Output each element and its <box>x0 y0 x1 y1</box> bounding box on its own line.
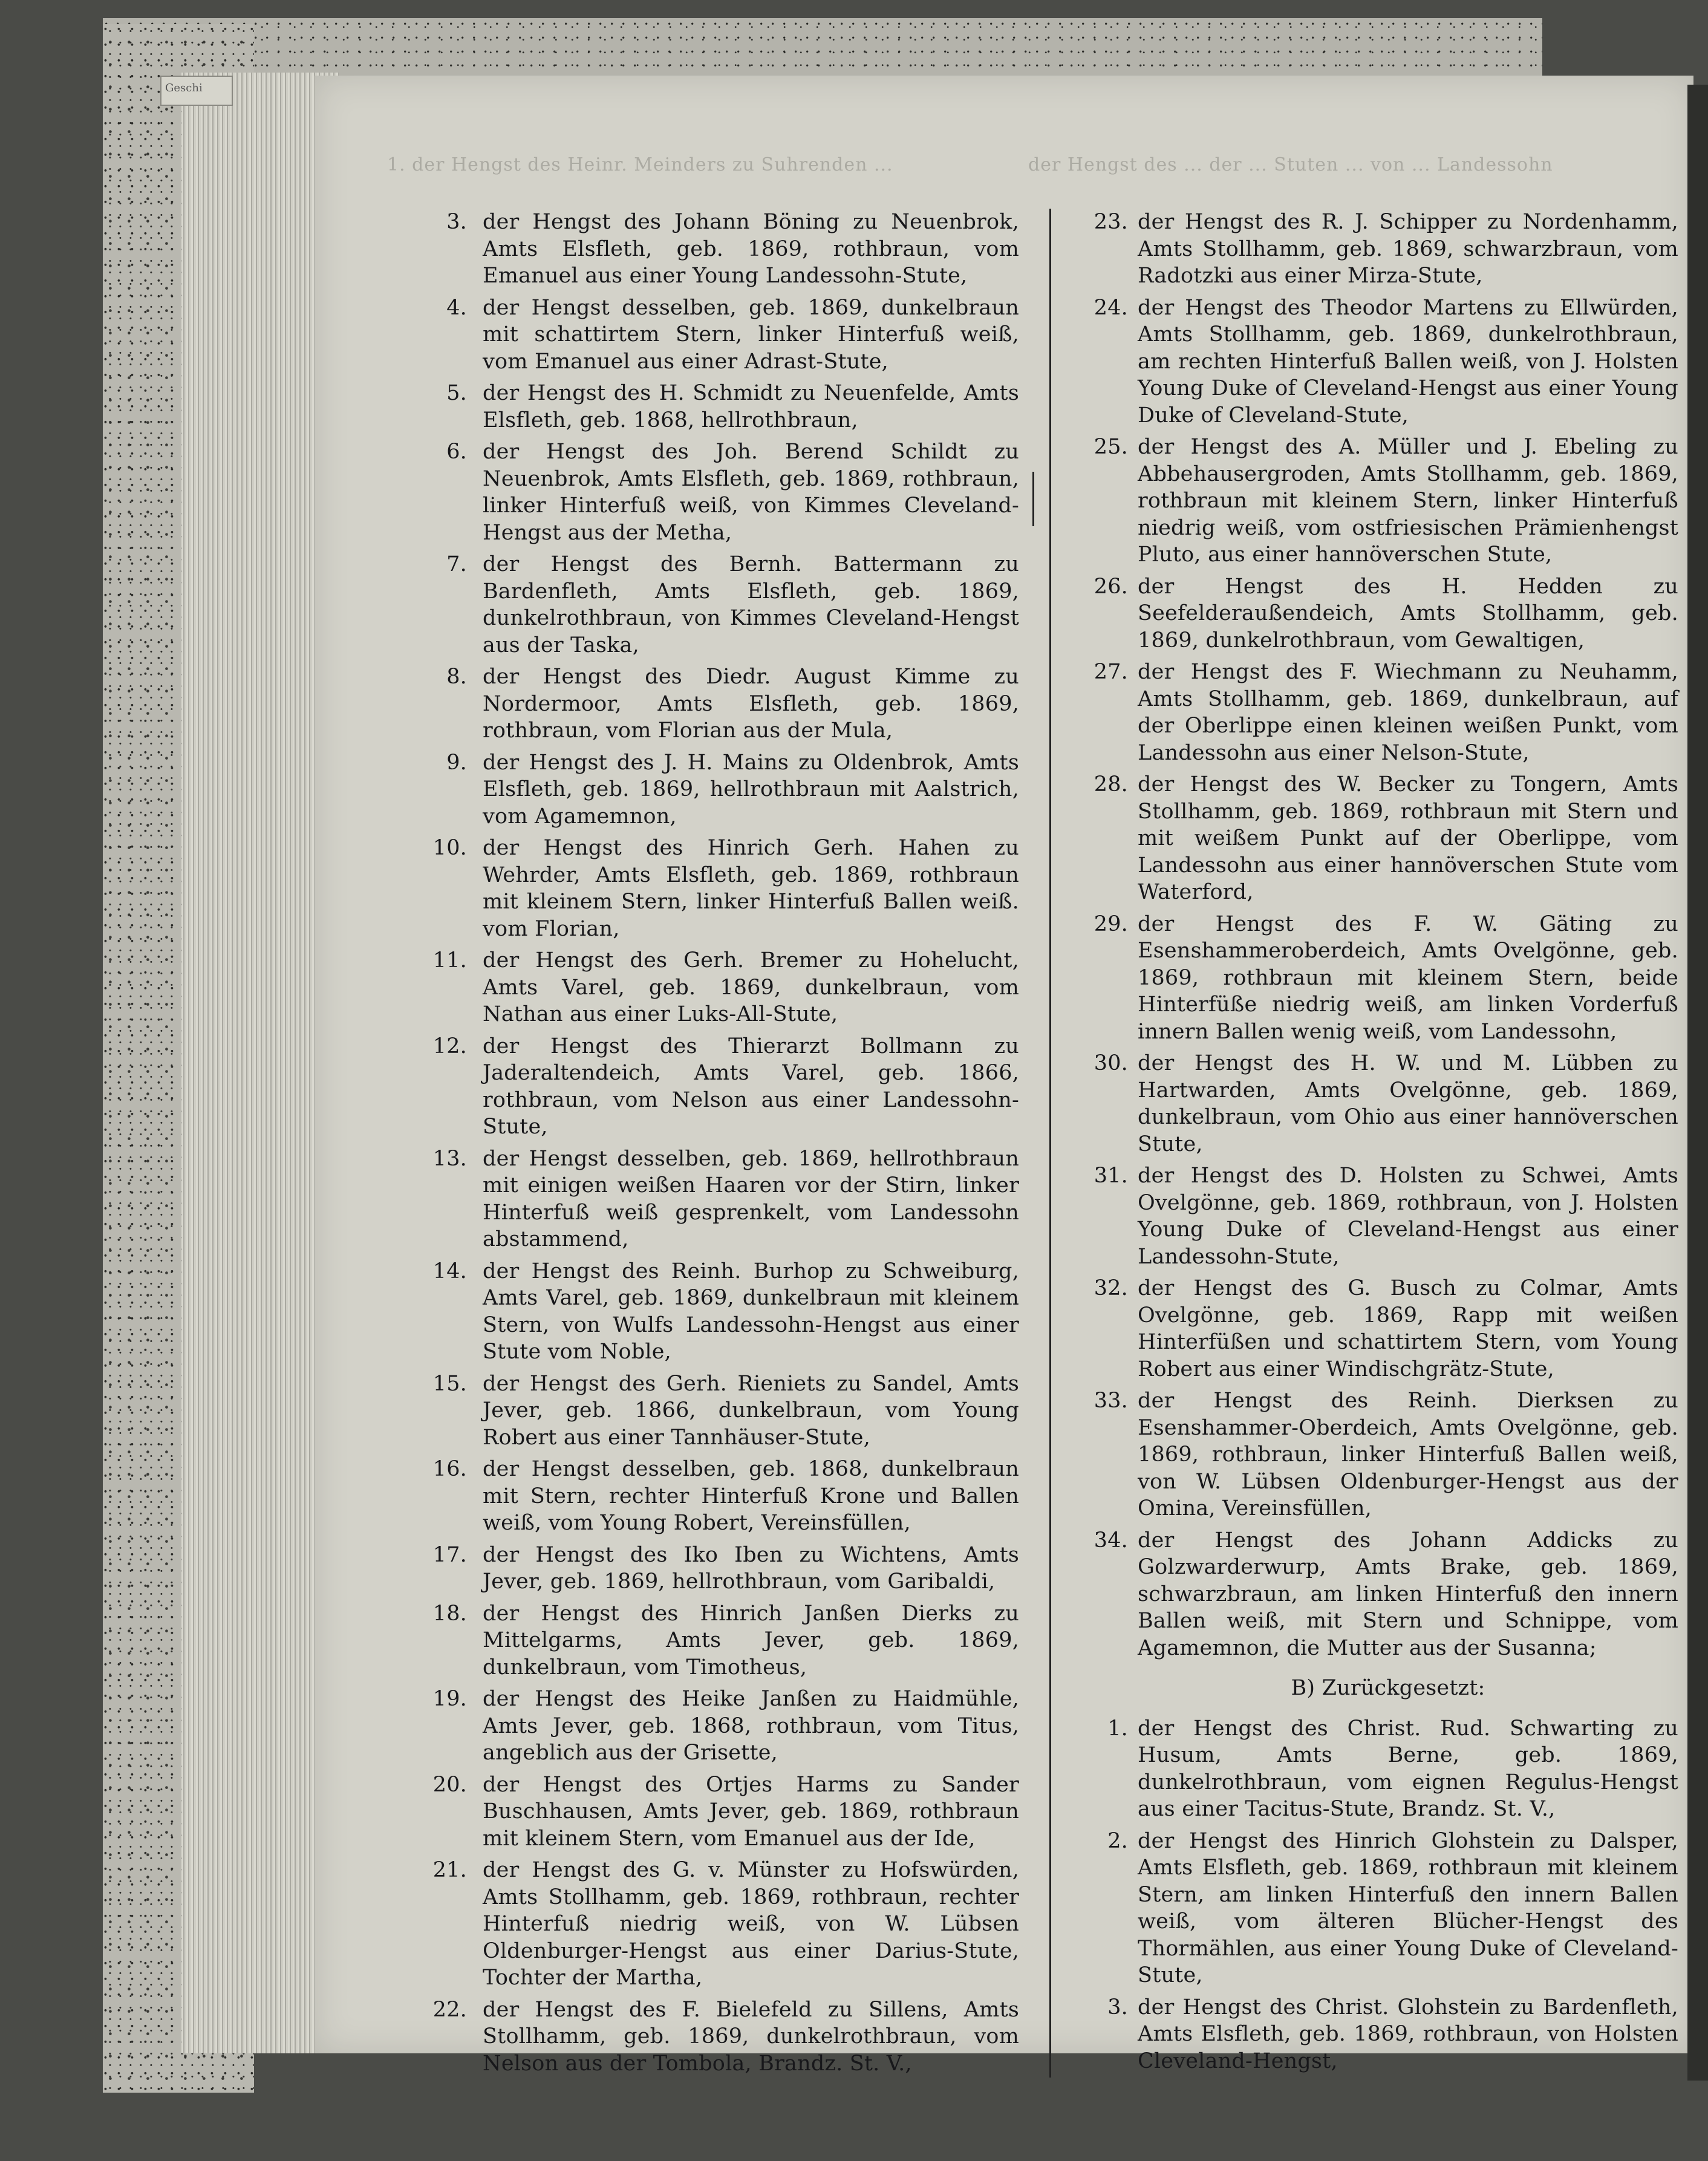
entry-number: 4. <box>446 295 467 320</box>
entry-number: 28. <box>1094 772 1128 797</box>
list-item <box>1061 1162 1678 1270</box>
entry-number: 33. <box>1094 1389 1128 1413</box>
margin-rule <box>1032 472 1034 526</box>
entry-text: der Hengst des G. v. Münster zu Hofswürden, Amts Stollhamm, geb. 1869, rothbraun, rechter Hinterfuß niedrig weiß, von W. Lübsen Oldenburger-Hengst aus einer Darius-Stute, Tochter der Martha, <box>483 1858 1019 1990</box>
entry-text: der Hengst des Bernh. Battermann zu Bardenfleth, Amts Elsfleth, geb. 1869, dunkelrothbraun, von Kimmes Cleveland-Hengst aus der Taska, <box>483 552 1019 657</box>
entry-text: der Hengst des Hinrich Janßen Dierks zu Mittelgarms, Amts Jever, geb. 1869, dunkelbraun, vom Timotheus, <box>483 1601 1019 1680</box>
entry-text: der Hengst des Hinrich Gerh. Hahen zu Wehrder, Amts Elsfleth, geb. 1869, rothbraun mit kleinem Stern, linker Hinterfuß Ballen weiß. vom Florian, <box>483 836 1019 941</box>
entry-text: der Hengst des Christ. Rud. Schwarting zu Husum, Amts Berne, geb. 1869, dunkelrothbraun, vom eignen Regulus-Hengst aus einer Tacitus-Stute, Brandz. St. V., <box>1138 1716 1678 1821</box>
entry-number: 14. <box>432 1259 467 1283</box>
list-item <box>411 1371 1019 1452</box>
entry-text: der Hengst des Gerh. Rieniets zu Sandel, Amts Jever, geb. 1866, dunkelbraun, vom Young Robert aus einer Tannhäuser-Stute, <box>483 1371 1019 1450</box>
entry-number: 11. <box>432 948 467 973</box>
list-item <box>411 1857 1019 1992</box>
column-divider <box>1049 209 1051 2078</box>
entry-number: 23. <box>1094 210 1128 234</box>
entry-number: 3. <box>446 210 467 234</box>
list-item <box>411 380 1019 434</box>
list-item <box>1061 434 1678 569</box>
entry-text: der Hengst des H. Hedden zu Seefelderaußendeich, Amts Stollhamm, geb. 1869, dunkelrothbraun, vom Gewaltigen, <box>1138 574 1678 653</box>
entry-text: der Hengst des F. Wiechmann zu Neuhamm, Amts Stollhamm, geb. 1869, dunkelbraun, auf der Oberlippe einen kleinen weißen Punkt, vom Landessohn aus einer Nelson-Stute, <box>1138 660 1678 765</box>
entry-text: der Hengst des Johann Addicks zu Golzwarderwurp, Amts Brake, geb. 1869, schwarzbraun, am linken Hinterfuß den innern Ballen weiß, mit Stern und Schnippe, vom Agamemnon, die Mutter aus der Susanna; <box>1138 1528 1678 1660</box>
entry-number: 8. <box>446 665 467 689</box>
entry-number: 25. <box>1094 435 1128 459</box>
entry-text: der Hengst desselben, geb. 1868, dunkelbraun mit Stern, rechter Hinterfuß Krone und Ballen weiß, vom Young Robert, Vereinsfüllen, <box>483 1457 1019 1535</box>
entry-number: 21. <box>432 1858 467 1882</box>
entry-text: der Hengst des A. Müller und J. Ebeling zu Abbehausergroden, Amts Stollhamm, geb. 1869, rothbraun mit kleinem Stern, linker Hinterfuß niedrig weiß, vom ostfriesischen Prämienhengst Pluto, aus einer hannöverschen Stute, <box>1138 435 1678 567</box>
entry-number: 16. <box>432 1457 467 1481</box>
entry-text: der Hengst des Joh. Berend Schildt zu Neuenbrok, Amts Elsfleth, geb. 1869, rothbraun, linker Hinterfuß weiß, von Kimmes Cleveland-Hengst aus der Metha, <box>483 440 1019 545</box>
left-column <box>411 209 1019 2082</box>
entry-text: der Hengst des Theodor Martens zu Ellwürden, Amts Stollhamm, geb. 1869, dunkelrothbraun, am rechten Hinterfuß Ballen weiß, von J. Holsten Young Duke of Cleveland-Hengst aus einer Young Duke of Cleveland-Stute, <box>1138 295 1678 428</box>
entry-text: der Hengst des H. W. und M. Lübben zu Hartwarden, Amts Ovelgönne, geb. 1869, dunkelbraun, vom Ohio aus einer hannöverschen Stute, <box>1138 1051 1678 1156</box>
entry-text: der Hengst des R. J. Schipper zu Nordenhamm, Amts Stollhamm, geb. 1869, schwarzbraun, vom Radotzki aus einer Mirza-Stute, <box>1138 210 1678 288</box>
entry-text: der Hengst des Diedr. August Kimme zu Nordermoor, Amts Elsfleth, geb. 1869, rothbraun, vom Florian aus der Mula, <box>483 665 1019 743</box>
bleed-through-text: 1. der Hengst des Heinr. Meinders zu Suhrenden ... <box>387 154 893 175</box>
list-item <box>411 749 1019 830</box>
list-item <box>1061 659 1678 766</box>
entry-text: der Hengst desselben, geb. 1869, dunkelbraun mit schattirtem Stern, linker Hinterfuß weiß, vom Emanuel aus einer Adrast-Stute, <box>483 295 1019 374</box>
list-item <box>1061 295 1678 429</box>
entry-number: 7. <box>446 552 467 576</box>
entry-text: der Hengst des Iko Iben zu Wichtens, Amts Jever, geb. 1869, hellrothbraun, vom Garibaldi, <box>483 1542 1019 1594</box>
section-heading: B) Zurückgesetzt: <box>1291 1676 1485 1700</box>
list-item <box>1061 1828 1678 1989</box>
entry-text: der Hengst des Johann Böning zu Neuenbrok, Amts Elsfleth, geb. 1869, rothbraun, vom Emanuel aus einer Young Landessohn-Stute, <box>483 210 1019 288</box>
list-item <box>1061 1994 1678 2075</box>
entry-text: der Hengst des Heike Janßen zu Haidmühle, Amts Jever, geb. 1868, rothbraun, vom Titus, angeblich aus der Grisette, <box>483 1687 1019 1765</box>
list-item <box>1061 1715 1678 1823</box>
entry-text: der Hengst desselben, geb. 1869, hellrothbraun mit einigen weißen Haaren vor der Stirn, linker Hinterfuß weiß gesprenkelt, vom Landessohn abstammend, <box>483 1146 1019 1251</box>
entry-number: 24. <box>1094 295 1128 320</box>
list-item <box>1061 771 1678 906</box>
entry-number: 19. <box>432 1687 467 1711</box>
background-strip <box>1687 85 1708 2081</box>
list-item <box>411 663 1019 745</box>
list-item <box>1061 1275 1678 1383</box>
entry-text: der Hengst des Reinh. Burhop zu Schweiburg, Amts Varel, geb. 1869, dunkelbraun mit kleinem Stern, von Wulfs Landessohn-Hengst aus einer Stute vom Noble, <box>483 1259 1019 1364</box>
entry-number: 17. <box>432 1542 467 1567</box>
entry-number: 5. <box>446 381 467 405</box>
entry-number: 2. <box>1107 1828 1128 1853</box>
list-item <box>1061 209 1678 290</box>
list-item <box>1061 1527 1678 1662</box>
entry-text: der Hengst des Christ. Glohstein zu Bardenfleth, Amts Elsfleth, geb. 1869, rothbraun, von Holsten Cleveland-Hengst, <box>1138 1995 1678 2073</box>
list-item <box>411 1146 1019 1253</box>
list-item <box>1061 1050 1678 1158</box>
entry-number: 6. <box>446 440 467 464</box>
entry-text: der Hengst des H. Schmidt zu Neuenfelde, Amts Elsfleth, geb. 1868, hellrothbraun, <box>483 381 1019 432</box>
entry-text: der Hengst des F. W. Gäting zu Esenshammeroberdeich, Amts Ovelgönne, geb. 1869, rothbraun mit kleinem Stern, beide Hinterfüße niedrig weiß, am linken Vorderfuß innern Ballen wenig weiß, vom Landessohn, <box>1138 911 1678 1044</box>
entry-text: der Hengst des J. H. Mains zu Oldenbrok, Amts Elsfleth, geb. 1869, hellrothbraun mit Aalstrich, vom Agamemnon, <box>483 750 1019 829</box>
entry-text: der Hengst des Reinh. Dierksen zu Esenshammer-Oberdeich, Amts Ovelgönne, geb. 1869, rothbraun, linker Hinterfuß Ballen weiß, von W. Lübsen Oldenburger-Hengst aus der Omina, Vereinsfüllen, <box>1138 1389 1678 1521</box>
entry-number: 12. <box>432 1034 467 1058</box>
entry-number: 13. <box>432 1146 467 1171</box>
list-item <box>1061 911 1678 1046</box>
entry-number: 30. <box>1094 1051 1128 1075</box>
entry-number: 22. <box>432 1997 467 2022</box>
entry-number: 26. <box>1094 574 1128 599</box>
entry-text: der Hengst des Gerh. Bremer zu Hohelucht, Amts Varel, geb. 1869, dunkelbraun, vom Nathan aus einer Luks-All-Stute, <box>483 948 1019 1026</box>
list-item <box>411 438 1019 546</box>
list-item <box>411 835 1019 942</box>
list-item <box>1061 573 1678 654</box>
entry-text: der Hengst des F. Bielefeld zu Sillens, Amts Stollhamm, geb. 1869, dunkelrothbraun, vom Nelson aus der Tombola, Brandz. St. V., <box>483 1997 1019 2076</box>
list-item <box>411 1542 1019 1595</box>
entry-number: 34. <box>1094 1528 1128 1553</box>
list-item <box>411 1258 1019 1366</box>
list-item <box>411 1686 1019 1767</box>
list-item <box>1061 1387 1678 1522</box>
entry-text: der Hengst des D. Holsten zu Schwei, Amts Ovelgönne, geb. 1869, rothbraun, von J. Holsten Young Duke of Cleveland-Hengst aus einer Landessohn-Stute, <box>1138 1164 1678 1269</box>
entry-number: 18. <box>432 1601 467 1626</box>
list-item <box>411 295 1019 376</box>
entry-text: der Hengst des W. Becker zu Tongern, Amts Stollhamm, geb. 1869, rothbraun mit Stern und mit weißem Punkt auf der Oberlippe, vom Landessohn aus einer hannöverschen Stute vom Waterford, <box>1138 772 1678 904</box>
entry-number: 31. <box>1094 1164 1128 1188</box>
entry-number: 9. <box>446 750 467 775</box>
entry-number: 15. <box>432 1371 467 1396</box>
list-item <box>411 1033 1019 1141</box>
entry-text: der Hengst des Thierarzt Bollmann zu Jaderaltendeich, Amts Varel, geb. 1866, rothbraun, vom Nelson aus einer Landessohn-Stute, <box>483 1034 1019 1139</box>
entry-number: 20. <box>432 1772 467 1797</box>
list-item <box>411 1771 1019 1853</box>
list-item <box>411 947 1019 1028</box>
list-item <box>411 551 1019 659</box>
entry-number: 32. <box>1094 1276 1128 1300</box>
entry-number: 29. <box>1094 911 1128 936</box>
list-item <box>411 1600 1019 1681</box>
entry-number: 27. <box>1094 660 1128 684</box>
entry-number: 10. <box>432 836 467 860</box>
spine-label: Geschi <box>160 76 233 106</box>
right-column <box>1061 209 1678 2079</box>
list-item <box>411 209 1019 290</box>
list-item <box>411 1996 1019 2078</box>
entry-number: 1. <box>1107 1716 1128 1741</box>
bleed-through-text: der Hengst des ... der ... Stuten ... von ... Landessohn <box>1028 154 1553 175</box>
entry-text: der Hengst des Ortjes Harms zu Sander Buschhausen, Amts Jever, geb. 1869, rothbraun mit kleinem Stern, vom Emanuel aus der Ide, <box>483 1772 1019 1851</box>
entry-text: der Hengst des Hinrich Glohstein zu Dalsper, Amts Elsfleth, geb. 1869, rothbraun mit kleinem Stern, am linken Hinterfuß den innern Ballen weiß, vom älteren Blücher-Hengst des Thormählen, aus einer Young Duke of Cleveland-Stute, <box>1138 1828 1678 1987</box>
entry-number: 3. <box>1107 1995 1128 2019</box>
entry-text: der Hengst des G. Busch zu Colmar, Amts Ovelgönne, geb. 1869, Rapp mit weißen Hinterfüßen und schattirtem Stern, vom Young Robert aus einer Windischgrätz-Stute, <box>1138 1276 1678 1381</box>
list-item <box>411 1456 1019 1537</box>
